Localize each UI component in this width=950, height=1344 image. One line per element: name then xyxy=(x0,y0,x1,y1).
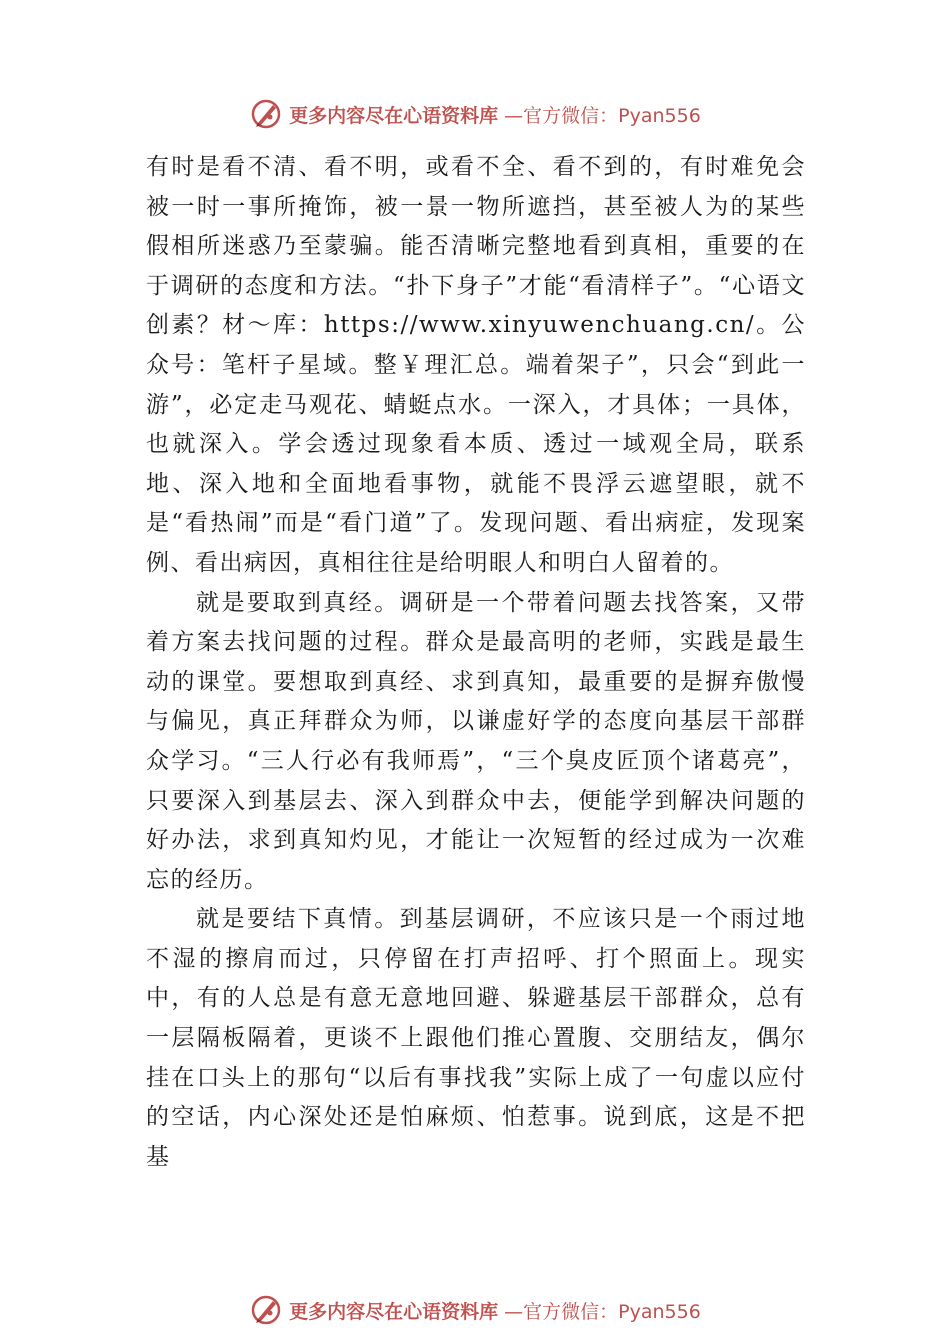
pen-logo-icon xyxy=(249,1293,283,1327)
paragraph-1: 有时是看不清、看不明，或看不全、看不到的，有时难免会被一时一事所掩饰，被一景一物所遮挡，甚至被人为的某些假相所迷惑乃至蒙骗。能否清晰完整地看到真相，重要的在于调研的态度和方法。“扑下身子”才能“看清样子”。“心语文创素？材～库：https://www.xinyuwenchuang.cn/。公众号：笔杆子星域。整￥理汇总。端着架子”，只会“到此一游”，必定走马观花、蜻蜓点水。一深入，才具体；一具体，也就深入。学会透过现象看本质、透过一域观全局，联系地、深入地和全面地看事物，就能不畏浮云遮望眼，就不是“看热闹”而是“看门道”了。发现问题、看出病症，发现案例、看出病因，真相往往是给明眼人和明白人留着的。 xyxy=(146,154,806,576)
banner-contact: —官方微信：Pyan556 xyxy=(504,104,701,127)
document-body xyxy=(146,148,806,1177)
paragraph-2: 就是要取到真经。调研是一个带着问题去找答案，又带着方案去找问题的过程。群众是最高明的老师，实践是最生动的课堂。要想取到真经、求到真知，最重要的是摒弃傲慢与偏见，真正拜群众为师，以谦虚好学的态度向基层干部群众学习。“三人行必有我师焉”，“三个臭皮匠顶个诸葛亮”，只要深入到基层去、深入到群众中去，便能学到解决问题的好办法，求到真知灼见，才能让一次短暂的经过成为一次难忘的经历。 xyxy=(146,589,806,893)
banner-slogan: 更多内容尽在心语资料库 xyxy=(289,104,499,127)
banner-contact: —官方微信：Pyan556 xyxy=(504,1300,701,1323)
paragraph-3: 就是要结下真情。到基层调研，不应该只是一个雨过地不湿的擦肩而过，只停留在打声招呼、打个照面上。现实中，有的人总是有意无意地回避、躲避基层干部群众，总有一层隔板隔着，更谈不上跟他们推心置腹、交朋结友，偶尔挂在口头上的那句“以后有事找我”实际上成了一句虚以应付的空话，内心深处还是怕麻烦、怕惹事。说到底，这是不把基 xyxy=(146,906,806,1170)
pen-logo-icon xyxy=(249,97,283,131)
header-banner xyxy=(0,94,950,134)
banner-slogan: 更多内容尽在心语资料库 xyxy=(289,1300,499,1323)
footer-banner xyxy=(0,1290,950,1330)
